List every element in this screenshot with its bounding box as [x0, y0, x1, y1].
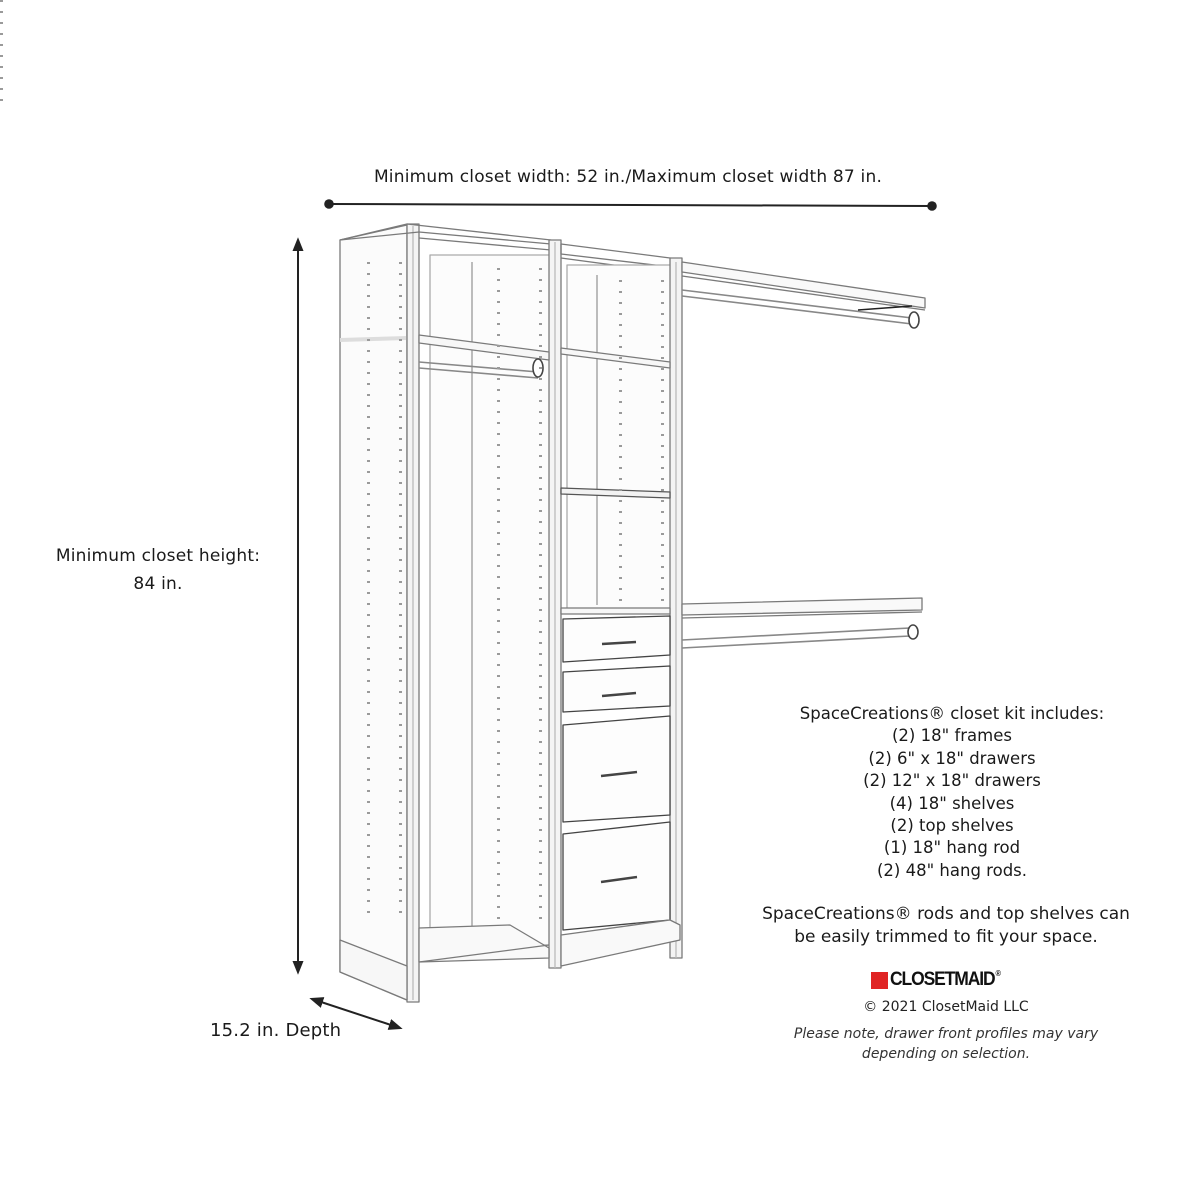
hang-rod-long-lower — [682, 625, 918, 648]
closetmaid-logo — [871, 969, 1009, 991]
disclaimer — [794, 1024, 1098, 1064]
drawer-6in-1 — [563, 616, 670, 662]
kit-heading: SpaceCreations® closet kit includes: — [799, 704, 1105, 723]
kit-item: (2) top shelves — [890, 816, 1014, 836]
trim-note-line2: be easily trimmed to fit your space. — [794, 927, 1098, 947]
kit-item: (2) 12" x 18" drawers — [863, 771, 1041, 791]
drawer-12in-2 — [563, 822, 670, 930]
drawer-6in-2 — [563, 666, 670, 712]
trim-note-line1: SpaceCreations® rods and top shelves can — [762, 904, 1130, 924]
kit-item: (1) 18" hang rod — [883, 838, 1021, 858]
kit-item: (2) 18" frames — [892, 726, 1012, 746]
trim-note — [762, 903, 1130, 949]
logo-red-square-icon — [871, 972, 888, 989]
height-label-line2: 84 in. — [133, 574, 183, 594]
left-frame-tower — [340, 224, 561, 1002]
width-label: Minimum closet width: 52 in./Maximum closet width 87 in. — [373, 167, 883, 187]
depth-label: 15.2 in. Depth — [210, 1020, 342, 1041]
width-dimension-line — [329, 204, 932, 206]
peg-holes — [0, 0, 3, 101]
kit-item: (2) 6" x 18" drawers — [868, 748, 1036, 768]
height-label-line1: Minimum closet height: — [55, 546, 261, 566]
disclaimer-line2: depending on selection. — [861, 1046, 1031, 1062]
top-shelf-lower — [682, 598, 922, 618]
logo-wordmark: CLOSETMAID® — [890, 969, 1000, 990]
right-frame-tower — [561, 244, 682, 966]
kit-item: (4) 18" shelves — [889, 793, 1015, 813]
kit-contents-list — [800, 703, 1104, 882]
top-shelf-upper — [682, 262, 925, 310]
copyright-text: © 2021 ClosetMaid LLC — [863, 999, 1029, 1015]
disclaimer-line1: Please note, drawer front profiles may vary — [793, 1026, 1099, 1042]
kit-item: (2) 48" hang rods. — [876, 860, 1028, 880]
drawer-12in-1 — [563, 716, 670, 822]
